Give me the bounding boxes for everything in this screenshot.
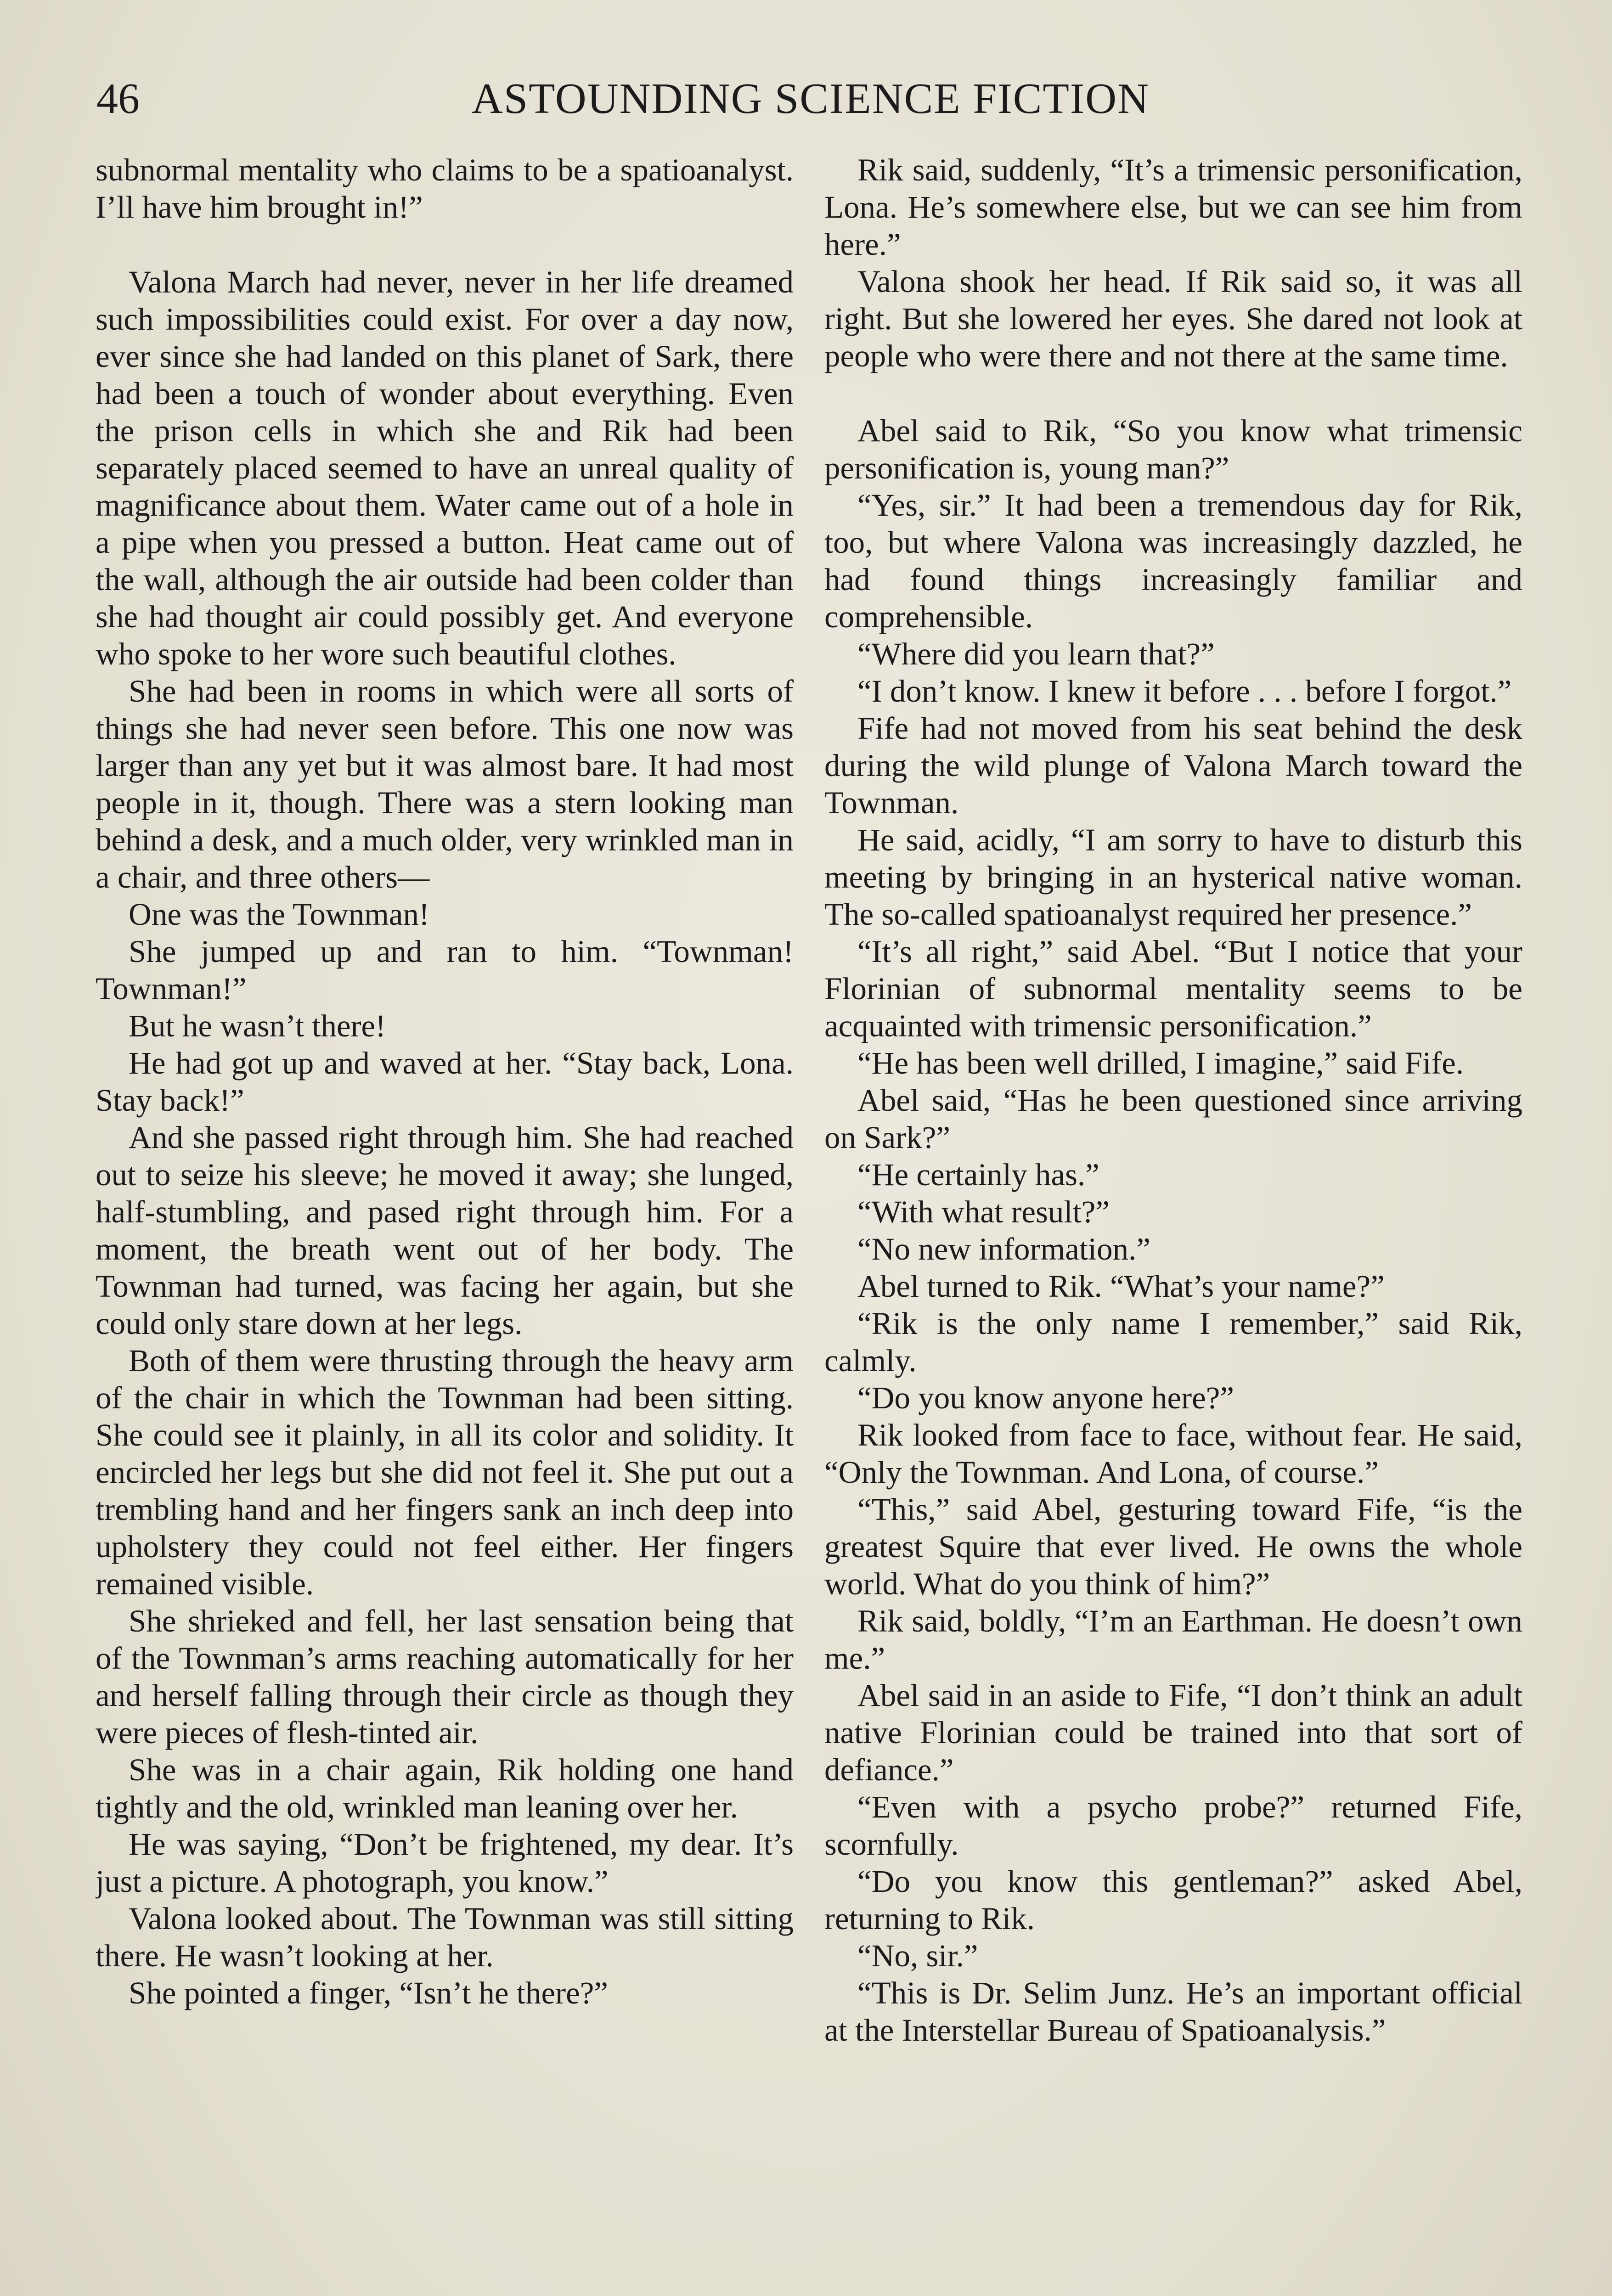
paragraph: Valona shook her head. If Rik said so, it was all right. But she lowered her eyes. She dared not look at people who were there and not there at the same time.	[824, 264, 1522, 373]
paragraph: Fife had not moved from his seat behind the desk during the wild plunge of Valona March toward the Townman.	[824, 711, 1522, 820]
paragraph: “Rik is the only name I remember,” said Rik, calmly.	[824, 1306, 1522, 1378]
paragraph: He was saying, “Don’t be frightened, my dear. It’s just a picture. A photograph, you know.”	[96, 1827, 794, 1899]
magazine-title: ASTOUNDING SCIENCE FICTION	[472, 75, 1150, 123]
paragraph: “He has been well drilled, I imagine,” said Fife.	[857, 1046, 1464, 1080]
paragraph: She jumped up and ran to him. “Townman! Townman!”	[96, 934, 794, 1006]
paragraph: He said, acidly, “I am sorry to have to disturb this meeting by bringing in an hysterical native woman. The so-called spatioanalyst required her presence.”	[824, 822, 1522, 932]
paragraph: Rik looked from face to face, without fear. He said, “Only the Townman. And Lona, of course.”	[824, 1418, 1522, 1490]
paragraph: “Where did you learn that?”	[857, 636, 1215, 671]
paragraph: Abel said in an aside to Fife, “I don’t think an adult native Florinian could be trained into that sort of defiance.”	[824, 1678, 1522, 1787]
paragraph: “I don’t know. I knew it before . . . before I forgot.”	[857, 674, 1512, 709]
paragraph: Valona March had never, never in her life dreamed such impossibilities could exist. For over a day now, ever since she had landed on this planet of Sark, there had been a touch of wonder about everything. Even the prison cells in which she and Rik had been separately placed seemed to have an unreal quality of magnificance about them. Water came out of a hole in a pipe when you pressed a button. Heat came out of the wall, although the air outside had been colder than she had thought air could possibly get. And everyone who spoke to her wore such beautiful clothes.	[96, 264, 794, 671]
page-header	[96, 69, 1525, 138]
paragraph: “He certainly has.”	[857, 1157, 1099, 1192]
paragraph: She was in a chair again, Rik holding one hand tightly and the old, wrinkled man leaning over her.	[96, 1752, 794, 1824]
paragraph: She pointed a finger, “Isn’t he there?”	[129, 1975, 608, 2010]
paragraph: Abel said, “Has he been questioned since arriving on Sark?”	[824, 1083, 1522, 1155]
paragraph: Rik said, suddenly, “It’s a trimensic personification, Lona. He’s somewhere else, but we can see him from here.”	[824, 152, 1522, 262]
paragraph: But he wasn’t there!	[129, 1008, 386, 1043]
paragraph: He had got up and waved at her. “Stay back, Lona. Stay back!”	[96, 1046, 794, 1118]
page-number: 46	[96, 75, 140, 123]
paragraph: “Do you know this gentleman?” asked Abel, returning to Rik.	[824, 1864, 1522, 1936]
paragraph: Valona looked about. The Townman was still sitting there. He wasn’t looking at her.	[96, 1901, 794, 1973]
paragraph: She shrieked and fell, her last sensation being that of the Townman’s arms reaching automatically for her and herself falling through their circle as though they were pieces of flesh-tinted air.	[96, 1604, 794, 1750]
paragraph: “This is Dr. Selim Junz. He’s an important official at the Interstellar Bureau of Spatioanalysis.”	[824, 1975, 1522, 2048]
paragraph: And she passed right through him. She had reached out to seize his sleeve; he moved it away; she lunged, half-stumbling, and pased right through him. For a moment, the breath went out of her body. The Townman had turned, was facing her again, but she could only stare down at her legs.	[96, 1120, 794, 1341]
paragraph: subnormal mentality who claims to be a spatioanalyst. I’ll have him brought in!”	[96, 152, 794, 225]
right-text-column	[824, 152, 1522, 2296]
paragraph: “With what result?”	[857, 1194, 1110, 1229]
paragraph: “No, sir.”	[857, 1938, 978, 1973]
paragraph: She had been in rooms in which were all sorts of things she had never seen before. This one now was larger than any yet but it was almost bare. It had most people in it, though. There was a stern looking man behind a desk, and a much older, very wrinkled man in a chair, and three others—	[96, 674, 794, 895]
paragraph: “It’s all right,” said Abel. “But I notice that your Florinian of subnormal mentality seems to be acquainted with trimensic personification.”	[824, 934, 1522, 1043]
paragraph: “Do you know anyone here?”	[857, 1380, 1234, 1415]
paragraph: “Even with a psycho probe?” returned Fife, scornfully.	[824, 1790, 1522, 1862]
paragraph: Rik said, boldly, “I’m an Earthman. He doesn’t own me.”	[824, 1604, 1522, 1676]
paragraph: Abel turned to Rik. “What’s your name?”	[857, 1269, 1385, 1304]
left-text-column	[96, 152, 794, 2296]
paragraph: “This,” said Abel, gesturing toward Fife, “is the greatest Squire that ever lived. He owns the whole world. What do you think of him?”	[824, 1492, 1522, 1601]
paragraph: Both of them were thrusting through the heavy arm of the chair in which the Townman had been sitting. She could see it plainly, in all its color and solidity. It encircled her legs but she did not feel it. She put out a trembling hand and her fingers sank an inch deep into upholstery they could not feel either. Her fingers remained visible.	[96, 1343, 794, 1601]
paragraph: Abel said to Rik, “So you know what trimensic personification is, young man?”	[824, 413, 1522, 485]
paragraph: “Yes, sir.” It had been a tremendous day for Rik, too, but where Valona was increasingly dazzled, he had found things increasingly familiar and comprehensible.	[824, 488, 1522, 634]
paragraph: “No new information.”	[857, 1232, 1151, 1266]
paragraph: One was the Townman!	[129, 897, 429, 932]
